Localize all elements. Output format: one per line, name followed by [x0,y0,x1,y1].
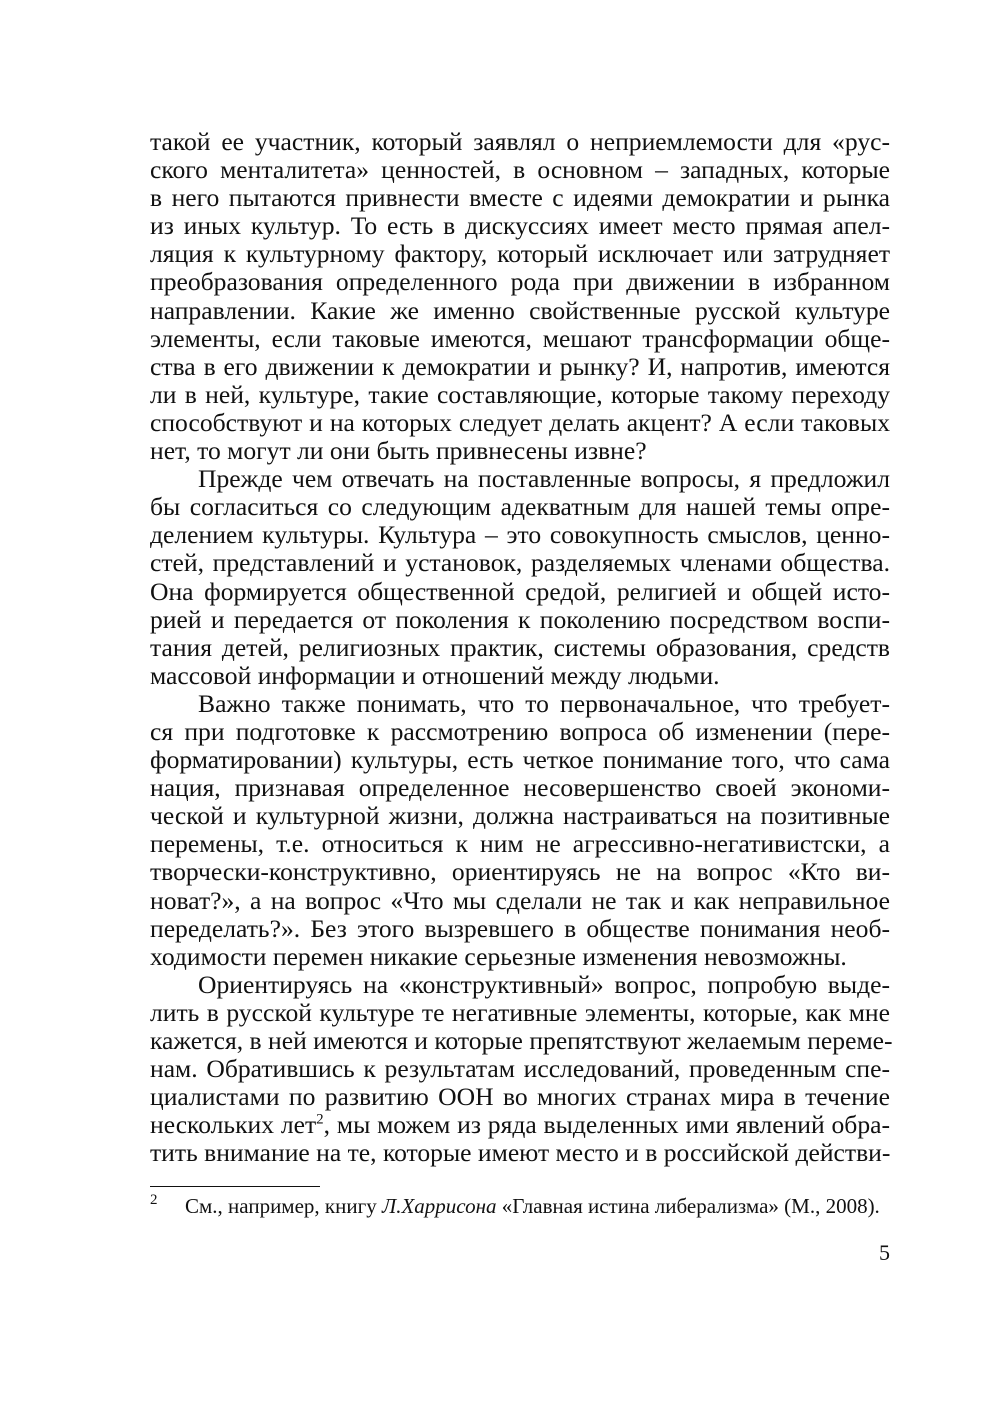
text-line: лить в русской культуре те негативные элементы, которые, как мне [150,997,890,1027]
footnote-author: Л.Харрисона [381,1194,497,1218]
text-line: Важно также понимать, что то первоначальное, что требует- [198,688,890,718]
paragraph [150,969,893,1168]
text-line: массовой информации и отношений между людьми. [150,660,720,690]
text-line: стей, представлений и установок, разделяемых членами общества. [150,548,890,578]
text-line: циалистами по развитию ООН во многих странах мира в течение [150,1082,890,1112]
text-line: элементы, если таковые имеются, мешают трансформации обще- [150,323,890,353]
text-line: перемены, т.е. относиться к ним не агрессивно-негативистски, а [150,829,890,859]
footnote-text [185,1193,880,1219]
text-line: Она формируется общественной средой, религией и общей исто- [150,576,890,606]
body-text [150,127,893,1168]
text-line: ства в его движении к демократии и рынку? И, напротив, имеются [150,351,890,381]
page-number: 5 [879,1240,890,1265]
text-line: ся при подготовке к рассмотрению вопроса об изменении (пере- [150,716,890,746]
text-segment: нескольких лет [150,1110,317,1140]
text-line: направлении. Какие же именно свойственные русской культуре [150,295,890,325]
text-line: такой ее участник, который заявлял о неприемлемости для «рус- [150,127,890,156]
text-line: нет, то могут ли они быть привнесены извне? [150,436,647,466]
text-line: ского менталитета» ценностей, в основном – западных, которые [150,155,890,185]
text-segment: , мы можем из ряда выделенных ими явлений обра- [323,1110,891,1140]
text-line: Ориентируясь на «конструктивный» вопрос, попробую выде- [198,969,890,999]
text-line: преобразования определенного рода при движении в избранном [150,267,890,297]
text-line: из иных культур. То есть в дискуссиях имеет место прямая апел- [150,211,890,241]
text-line: нам. Обратившись к результатам исследований, проведенным спе- [150,1054,890,1084]
footnote-reference[interactable]: 2 [316,1111,324,1128]
text-line: творчески-конструктивно, ориентируясь не на вопрос «Кто ви- [150,857,890,887]
text-line: бы согласиться со следующим адекватным для нашей темы опре- [150,492,890,522]
footnote-text-segment: «Главная истина либерализма» (М., 2008). [496,1194,880,1218]
paragraph [150,465,890,690]
text-line: в него пытаются привнести вместе с идеями демократии и рынка [150,183,890,213]
text-line: форматировании) культуры, есть четкое понимание того, что сама [150,745,890,775]
text-line: переделать?». Без этого вызревшего в обществе понимания необ- [150,913,890,943]
text-line: ли в ней, культуре, такие составляющие, которые такому переходу [150,379,890,409]
footnote-mark: 2 [150,1192,158,1208]
text-line: делением культуры. Культура – это совокупность смыслов, ценно- [150,520,890,550]
paragraph [150,128,890,465]
text-line: Прежде чем отвечать на поставленные вопросы, я предложил [198,464,890,494]
text-line: ходимости перемен никакие серьезные изменения невозможны. [150,941,847,971]
footnote-text-segment: См., например, книгу [185,1194,382,1218]
footnote-divider [150,1186,320,1187]
text-line: способствуют и на которых следует делать акцент? А если таковых [150,407,890,437]
text-line: кажется, в ней имеются и которые препятствуют желаемым переме- [150,1026,893,1055]
text-line: ческой и культурной жизни, должна настраиваться на позитивные [150,801,890,831]
text-line: рией и передается от поколения к поколению посредством воспи- [150,604,890,634]
text-line [150,1111,890,1139]
text-line: нация, признавая определенное несовершенство своей экономи- [150,773,890,803]
paragraph [150,690,890,971]
text-line: тания детей, религиозных практик, системы образования, средств [150,632,890,662]
text-line: ляция к культурному фактору, который исключает или затрудняет [150,239,890,269]
text-line: новат?», а на вопрос «Что мы сделали не так и как неправильное [150,885,890,915]
text-line: тить внимание на те, которые имеют место и в российской действи- [150,1138,891,1168]
